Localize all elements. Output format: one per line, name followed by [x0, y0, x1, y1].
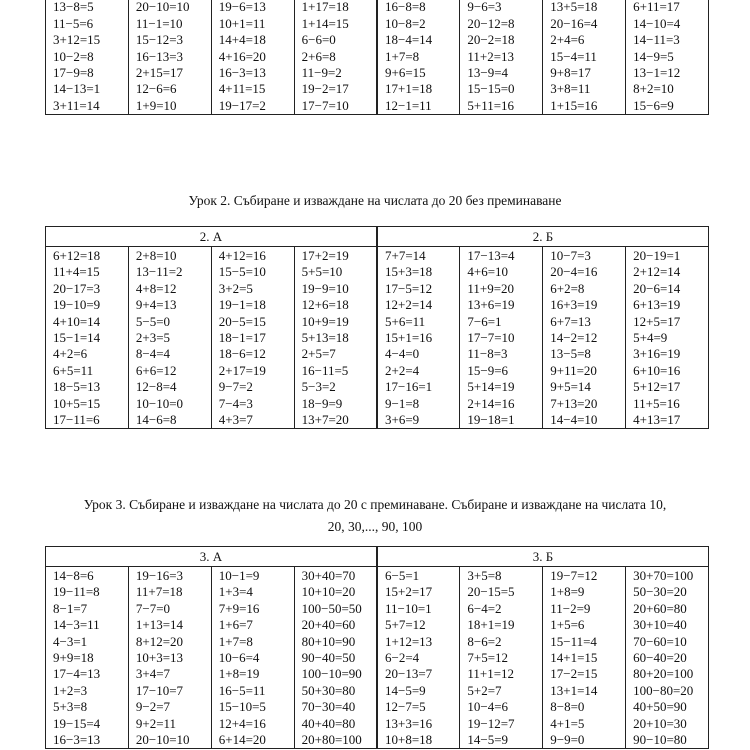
exercise-item: 1+9=10 [135, 97, 177, 113]
exercise-item: 4−3=1 [53, 633, 88, 649]
exercise-item: 19−6=13 [218, 0, 266, 15]
exercise-item: 11−1=10 [135, 15, 183, 31]
exercise-item: 20+40=60 [301, 617, 356, 633]
exercise-item: 5+3=8 [53, 699, 88, 715]
exercise-item: 9−2=7 [135, 699, 171, 715]
exercise-column [377, 567, 460, 749]
exercise-item: 100−80=20 [633, 682, 694, 698]
exercise-item: 11−9=2 [301, 64, 342, 80]
exercise-item: 8−6=2 [467, 633, 502, 649]
exercise-item: 11−5=6 [53, 15, 94, 31]
exercise-item: 1+13=14 [135, 617, 184, 633]
exercise-item: 50−30=20 [633, 584, 687, 600]
exercise-item: 14−5=9 [385, 682, 426, 698]
exercise-item: 12−6=6 [135, 81, 177, 97]
exercise-item: 9+8=17 [550, 64, 591, 80]
exercise-item: 5+5=10 [301, 264, 343, 280]
exercise-item: 4+16=20 [218, 48, 266, 64]
exercise-item: 15+1=16 [385, 329, 433, 345]
exercise-item: 19−16=3 [135, 568, 184, 583]
exercise-column [626, 567, 709, 749]
exercise-column [128, 567, 211, 749]
exercise-item: 3+11=14 [53, 97, 100, 113]
exercise-item: 20+60=80 [633, 600, 687, 616]
exercise-item: 5+6=11 [385, 313, 426, 329]
exercise-item: 13−5=8 [550, 346, 591, 362]
table-row [46, 247, 709, 429]
exercise-item: 2+4=6 [550, 32, 585, 48]
exercise-column [211, 0, 294, 115]
exercise-item: 16−13=3 [135, 48, 184, 64]
exercise-item: 14+1=15 [550, 649, 598, 665]
exercise-item: 5−5=0 [135, 313, 171, 329]
exercise-item: 13+6=19 [467, 297, 515, 313]
lesson2-exercise-table [45, 226, 709, 429]
exercise-item: 10−7=3 [550, 248, 591, 263]
lesson3-table-block [45, 546, 709, 749]
exercise-item: 2+8=10 [135, 248, 177, 263]
exercise-item: 15−10=5 [218, 699, 266, 715]
exercise-item: 16−3=13 [218, 64, 266, 80]
exercise-item: 4+13=17 [633, 411, 681, 427]
exercise-item: 5+2=7 [467, 682, 502, 698]
exercise-item: 2+3=5 [135, 329, 171, 345]
exercise-item: 4+12=16 [218, 248, 266, 263]
section-header-a: 2. А [46, 227, 378, 247]
exercise-item: 13+7=20 [301, 411, 349, 427]
exercise-column [128, 247, 211, 429]
exercise-item: 9+11=20 [550, 362, 597, 378]
exercise-item: 4+3=7 [218, 411, 253, 427]
exercise-item: 12+6=18 [301, 297, 349, 313]
exercise-column [377, 247, 460, 429]
exercise-item: 20−6=14 [633, 280, 681, 296]
exercise-item: 13−9=4 [467, 64, 509, 80]
exercise-item: 9+9=18 [53, 649, 94, 665]
exercise-item: 19−2=17 [301, 81, 349, 97]
exercise-item: 16−8=8 [385, 0, 426, 15]
exercise-item: 5+4=9 [633, 329, 668, 345]
exercise-column [377, 0, 460, 115]
exercise-item: 14+4=18 [218, 32, 266, 48]
exercise-item: 17−7=10 [467, 329, 515, 345]
exercise-item: 12−8=4 [135, 379, 177, 395]
exercise-item: 4+10=14 [53, 313, 101, 329]
exercise-item: 6+6=12 [135, 362, 177, 378]
lesson3-title-line2: 20, 30,..., 90, 100 [327, 519, 423, 534]
exercise-item: 20−16=4 [550, 15, 598, 31]
exercise-item: 4+8=12 [135, 280, 177, 296]
exercise-item: 5+7=12 [385, 617, 426, 633]
exercise-item: 4+1=5 [550, 715, 585, 731]
exercise-item: 6+13=19 [633, 297, 681, 313]
exercise-item: 10+1=11 [218, 15, 266, 31]
exercise-item: 13+1=14 [550, 682, 598, 698]
exercise-item: 16+3=19 [550, 297, 598, 313]
exercise-item: 18−1=17 [218, 329, 266, 345]
exercise-column [294, 247, 377, 429]
exercise-item: 30+70=100 [633, 568, 694, 583]
table-header-row [46, 227, 709, 247]
section-header-b: 3. Б [377, 547, 709, 567]
exercise-item: 16−3=13 [53, 731, 101, 747]
exercise-item: 14−6=8 [135, 411, 177, 427]
exercise-column [211, 247, 294, 429]
exercise-item: 20−5=15 [218, 313, 266, 329]
exercise-item: 6−4=2 [467, 600, 502, 616]
exercise-item: 17−16=1 [385, 379, 433, 395]
exercise-item: 13+3=16 [385, 715, 433, 731]
exercise-item: 1+5=6 [550, 617, 585, 633]
exercise-item: 15−12=3 [135, 32, 184, 48]
exercise-item: 3+12=15 [53, 32, 101, 48]
table-row [46, 0, 709, 115]
exercise-item: 9−9=0 [550, 731, 585, 747]
exercise-item: 4+2=6 [53, 346, 88, 362]
exercise-item: 20−15=5 [467, 584, 515, 600]
exercise-item: 17−10=7 [135, 682, 184, 698]
exercise-item: 11+4=15 [53, 264, 100, 280]
exercise-column [460, 567, 543, 749]
exercise-item: 12−7=5 [385, 699, 426, 715]
exercise-item: 1+15=16 [550, 97, 598, 113]
exercise-item: 20−13=7 [385, 666, 433, 682]
exercise-item: 19−11=8 [53, 584, 100, 600]
exercise-item: 3+5=8 [467, 568, 502, 583]
exercise-item: 9−1=8 [385, 395, 420, 411]
exercise-item: 1+7=8 [385, 48, 420, 64]
exercise-item: 19−7=12 [550, 568, 598, 583]
exercise-item: 3+4=7 [135, 666, 171, 682]
exercise-item: 10−2=8 [53, 48, 94, 64]
exercise-item: 14−4=10 [550, 411, 598, 427]
exercise-item: 14−11=3 [633, 32, 680, 48]
exercise-item: 8−1=7 [53, 600, 88, 616]
exercise-item: 11−10=1 [385, 600, 432, 616]
exercise-item: 4+11=15 [218, 81, 266, 97]
exercise-item: 6+2=8 [550, 280, 585, 296]
exercise-item: 16−11=5 [301, 362, 349, 378]
exercise-item: 1+8=9 [550, 584, 585, 600]
exercise-item: 20+80=100 [301, 731, 362, 747]
exercise-item: 7+7=14 [385, 248, 426, 263]
exercise-item: 4−4=0 [385, 346, 420, 362]
exercise-column [211, 567, 294, 749]
exercise-item: 2+6=8 [301, 48, 336, 64]
exercise-item: 20−10=10 [135, 731, 190, 747]
exercise-item: 17−9=8 [53, 64, 94, 80]
exercise-item: 11−2=9 [550, 600, 591, 616]
exercise-item: 10+10=20 [301, 584, 356, 600]
exercise-item: 3+2=5 [218, 280, 253, 296]
exercise-item: 15−11=4 [550, 633, 597, 649]
exercise-item: 9+4=13 [135, 297, 177, 313]
exercise-item: 10−8=2 [385, 15, 426, 31]
exercise-item: 13+5=18 [550, 0, 598, 15]
exercise-item: 50+30=80 [301, 682, 356, 698]
exercise-item: 7+5=12 [467, 649, 509, 665]
table-header-row [46, 547, 709, 567]
exercise-item: 1+7=8 [218, 633, 253, 649]
exercise-item: 8+2=10 [633, 81, 674, 97]
exercise-item: 14−8=6 [53, 568, 94, 583]
exercise-item: 40+40=80 [301, 715, 356, 731]
exercise-item: 15−9=6 [467, 362, 509, 378]
exercise-item: 6+11=17 [633, 0, 680, 15]
exercise-item: 9−7=2 [218, 379, 253, 395]
exercise-item: 17+1=18 [385, 81, 433, 97]
exercise-item: 11+1=12 [467, 666, 515, 682]
exercise-item: 12−1=11 [385, 97, 432, 113]
exercise-item: 18−6=12 [218, 346, 266, 362]
exercise-item: 8−8=0 [550, 699, 585, 715]
exercise-item: 10+5=15 [53, 395, 101, 411]
exercise-item: 7−7=0 [135, 600, 171, 616]
exercise-item: 20−12=8 [467, 15, 515, 31]
exercise-item: 6−2=4 [385, 649, 420, 665]
exercise-item: 2+15=17 [135, 64, 184, 80]
exercise-item: 6−5=1 [385, 568, 420, 583]
lesson3-title-line1: Урок 3. Събиране и изваждане на числата до 20 с преминаване. Събиране и изваждане на числата 10, [83, 497, 667, 512]
exercise-item: 90−10=80 [633, 731, 687, 747]
exercise-item: 1+3=4 [218, 584, 253, 600]
exercise-item: 10+8=18 [385, 731, 433, 747]
exercise-item: 13−1=12 [633, 64, 681, 80]
exercise-item: 9+2=11 [135, 715, 177, 731]
exercise-item: 17−7=10 [301, 97, 349, 113]
exercise-item: 10−10=0 [135, 395, 184, 411]
exercise-column [626, 247, 709, 429]
lesson1-exercise-table [45, 0, 709, 115]
exercise-item: 20−19=1 [633, 248, 681, 263]
section-header-b: 2. Б [377, 227, 709, 247]
exercise-item: 5+14=19 [467, 379, 515, 395]
exercise-item: 30+40=70 [301, 568, 356, 583]
exercise-column [128, 0, 211, 115]
exercise-item: 1+17=18 [301, 0, 349, 15]
exercise-item: 19−17=2 [218, 97, 266, 113]
exercise-column [543, 247, 626, 429]
exercise-item: 5+11=16 [467, 97, 515, 113]
exercise-item: 6+14=20 [218, 731, 266, 747]
exercise-item: 30+10=40 [633, 617, 687, 633]
exercise-item: 1+8=19 [218, 666, 260, 682]
exercise-item: 4+6=10 [467, 264, 509, 280]
exercise-item: 18−9=9 [301, 395, 343, 411]
exercise-item: 80+10=90 [301, 633, 356, 649]
exercise-item: 2+17=19 [218, 362, 266, 378]
exercise-item: 15+2=17 [385, 584, 433, 600]
exercise-item: 9+5=14 [550, 379, 591, 395]
exercise-item: 20−17=3 [53, 280, 101, 296]
exercise-item: 10+3=13 [135, 649, 184, 665]
exercise-item: 11+2=13 [467, 48, 515, 64]
exercise-item: 15−4=11 [550, 48, 597, 64]
exercise-item: 60−40=20 [633, 649, 687, 665]
exercise-item: 18−5=13 [53, 379, 101, 395]
exercise-item: 19−1=18 [218, 297, 266, 313]
exercise-item: 9+6=15 [385, 64, 426, 80]
exercise-item: 100−50=50 [301, 600, 362, 616]
exercise-item: 70−30=40 [301, 699, 356, 715]
exercise-item: 11+5=16 [633, 395, 680, 411]
exercise-column [543, 0, 626, 115]
exercise-item: 14−10=4 [633, 15, 681, 31]
exercise-item: 12+2=14 [385, 297, 433, 313]
exercise-item: 6−6=0 [301, 32, 336, 48]
exercise-item: 16−5=11 [218, 682, 266, 698]
exercise-column [294, 0, 377, 115]
exercise-item: 13−11=2 [135, 264, 183, 280]
exercise-item: 1+6=7 [218, 617, 253, 633]
exercise-item: 9−6=3 [467, 0, 502, 15]
exercise-item: 11+9=20 [467, 280, 515, 296]
exercise-item: 17−2=15 [550, 666, 598, 682]
exercise-item: 15−1=14 [53, 329, 101, 345]
exercise-column [46, 247, 129, 429]
exercise-item: 20−2=18 [467, 32, 515, 48]
exercise-item: 19−10=9 [53, 297, 101, 313]
exercise-item: 19−12=7 [467, 715, 515, 731]
exercise-item: 19−9=10 [301, 280, 349, 296]
exercise-item: 1+14=15 [301, 15, 349, 31]
exercise-item: 10−4=6 [467, 699, 509, 715]
exercise-item: 100−10=90 [301, 666, 362, 682]
exercise-column [460, 0, 543, 115]
exercise-item: 17−13=4 [467, 248, 515, 263]
exercise-item: 2+5=7 [301, 346, 336, 362]
exercise-item: 13−8=5 [53, 0, 94, 15]
exercise-item: 12+5=17 [633, 313, 681, 329]
exercise-item: 14−2=12 [550, 329, 598, 345]
exercise-item: 15−6=9 [633, 97, 674, 113]
exercise-item: 6+5=11 [53, 362, 94, 378]
exercise-item: 17−4=13 [53, 666, 101, 682]
exercise-item: 1+2=3 [53, 682, 88, 698]
exercise-column [543, 567, 626, 749]
exercise-column [460, 247, 543, 429]
exercise-item: 10−1=9 [218, 568, 260, 583]
exercise-item: 17−11=6 [53, 411, 100, 427]
exercise-column [46, 567, 129, 749]
exercise-item: 2+2=4 [385, 362, 420, 378]
exercise-item: 7−6=1 [467, 313, 502, 329]
table-row [46, 567, 709, 749]
exercise-item: 15−15=0 [467, 81, 515, 97]
exercise-item: 8+12=20 [135, 633, 184, 649]
exercise-item: 10−6=4 [218, 649, 260, 665]
exercise-item: 15+3=18 [385, 264, 433, 280]
exercise-item: 20+10=30 [633, 715, 687, 731]
lesson1-table-block [45, 0, 709, 115]
lesson2-table-block [45, 226, 709, 429]
exercise-item: 11+7=18 [135, 584, 183, 600]
exercise-item: 1+12=13 [385, 633, 433, 649]
exercise-item: 10+9=19 [301, 313, 349, 329]
exercise-item: 19−18=1 [467, 411, 515, 427]
exercise-column [46, 0, 129, 115]
exercise-item: 20−4=16 [550, 264, 598, 280]
exercise-item: 3+6=9 [385, 411, 420, 427]
exercise-item: 3+16=19 [633, 346, 681, 362]
exercise-item: 2+12=14 [633, 264, 681, 280]
exercise-item: 3+8=11 [550, 81, 591, 97]
exercise-item: 11−8=3 [467, 346, 508, 362]
exercise-item: 12+4=16 [218, 715, 266, 731]
exercise-item: 7+13=20 [550, 395, 598, 411]
exercise-column [626, 0, 709, 115]
exercise-item: 5+13=18 [301, 329, 349, 345]
exercise-item: 19−15=4 [53, 715, 101, 731]
exercise-item: 5−3=2 [301, 379, 336, 395]
section-header-a: 3. А [46, 547, 378, 567]
exercise-item: 2+14=16 [467, 395, 515, 411]
exercise-item: 6+7=13 [550, 313, 591, 329]
exercise-item: 20−10=10 [135, 0, 190, 15]
exercise-item: 40+50=90 [633, 699, 687, 715]
lesson2-title: Урок 2. Събиране и изваждане на числата до 20 без преминаване [188, 193, 562, 208]
exercise-item: 8−4=4 [135, 346, 171, 362]
exercise-item: 18+1=19 [467, 617, 515, 633]
lesson3-exercise-table [45, 546, 709, 749]
exercise-item: 5+12=17 [633, 379, 681, 395]
exercise-item: 14−3=11 [53, 617, 100, 633]
exercise-item: 90−40=50 [301, 649, 356, 665]
exercise-item: 17+2=19 [301, 248, 349, 263]
exercise-item: 14−5=9 [467, 731, 509, 747]
exercise-column [294, 567, 377, 749]
exercise-item: 6+10=16 [633, 362, 681, 378]
exercise-item: 80+20=100 [633, 666, 694, 682]
exercise-item: 6+12=18 [53, 248, 101, 263]
exercise-item: 7+9=16 [218, 600, 260, 616]
exercise-item: 14−13=1 [53, 81, 101, 97]
exercise-item: 70−60=10 [633, 633, 687, 649]
exercise-item: 7−4=3 [218, 395, 253, 411]
exercise-item: 14−9=5 [633, 48, 674, 64]
exercise-item: 18−4=14 [385, 32, 433, 48]
exercise-item: 15−5=10 [218, 264, 266, 280]
exercise-item: 17−5=12 [385, 280, 433, 296]
